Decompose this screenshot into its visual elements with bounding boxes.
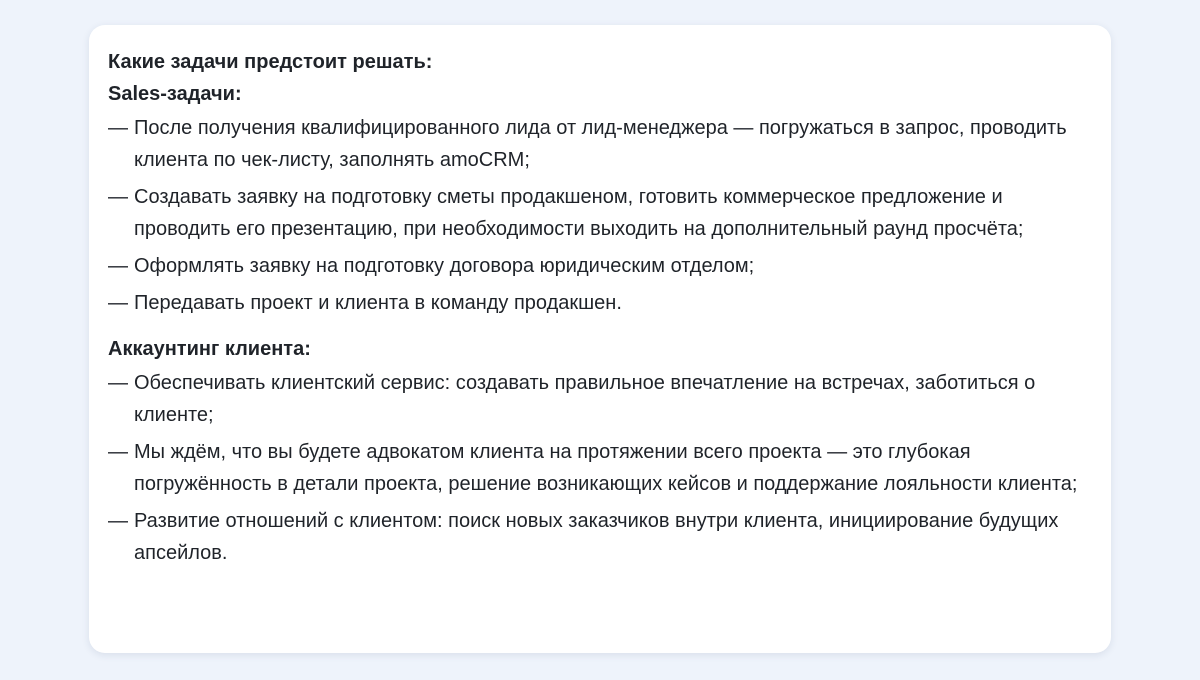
- bullet-dash: —: [108, 186, 128, 208]
- list-item-text: Обеспечивать клиентский сервис: создавать правильное впечатление на встречах, заботиться о клиенте;: [134, 372, 1036, 426]
- bullet-dash: —: [108, 117, 128, 139]
- list-item: [108, 112, 1091, 176]
- list-item: [108, 181, 1091, 245]
- list-item-text: Создавать заявку на подготовку сметы продакшеном, готовить коммерческое предложение и проводить его презентацию, при необходимости выходить на дополнительный раунд просчёта;: [134, 186, 1024, 240]
- bullet-dash: —: [108, 372, 128, 394]
- content-card: [89, 25, 1111, 653]
- list-item: [108, 505, 1091, 569]
- list-item-text: Передавать проект и клиента в команду продакшен.: [134, 292, 622, 314]
- section-heading-accounting: Аккаунтинг клиента:: [108, 338, 311, 360]
- bullet-dash: —: [108, 292, 128, 314]
- section-sales: [108, 78, 1091, 319]
- task-list-accounting: [108, 367, 1091, 569]
- list-item: [108, 436, 1091, 500]
- list-item-text: Оформлять заявку на подготовку договора юридическим отделом;: [134, 255, 755, 277]
- task-list-sales: [108, 112, 1091, 319]
- bullet-dash: —: [108, 255, 128, 277]
- list-item: [108, 367, 1091, 431]
- section-heading-sales: Sales-задачи:: [108, 83, 242, 105]
- list-item-text: Развитие отношений с клиентом: поиск новых заказчиков внутри клиента, инициирование будущих апсейлов.: [134, 510, 1059, 564]
- list-item: [108, 287, 1091, 319]
- list-item: [108, 250, 1091, 282]
- card-title: Какие задачи предстоит решать:: [108, 51, 433, 73]
- bullet-dash: —: [108, 441, 128, 463]
- section-accounting: [108, 333, 1091, 569]
- list-item-text: После получения квалифицированного лида от лид-менеджера — погружаться в запрос, проводить клиента по чек-листу, заполнять amoCRM;: [134, 117, 1067, 171]
- list-item-text: Мы ждём, что вы будете адвокатом клиента на протяжении всего проекта — это глубокая погружённость в детали проекта, решение возникающих кейсов и поддержание лояльности клиента;: [134, 441, 1078, 495]
- bullet-dash: —: [108, 510, 128, 532]
